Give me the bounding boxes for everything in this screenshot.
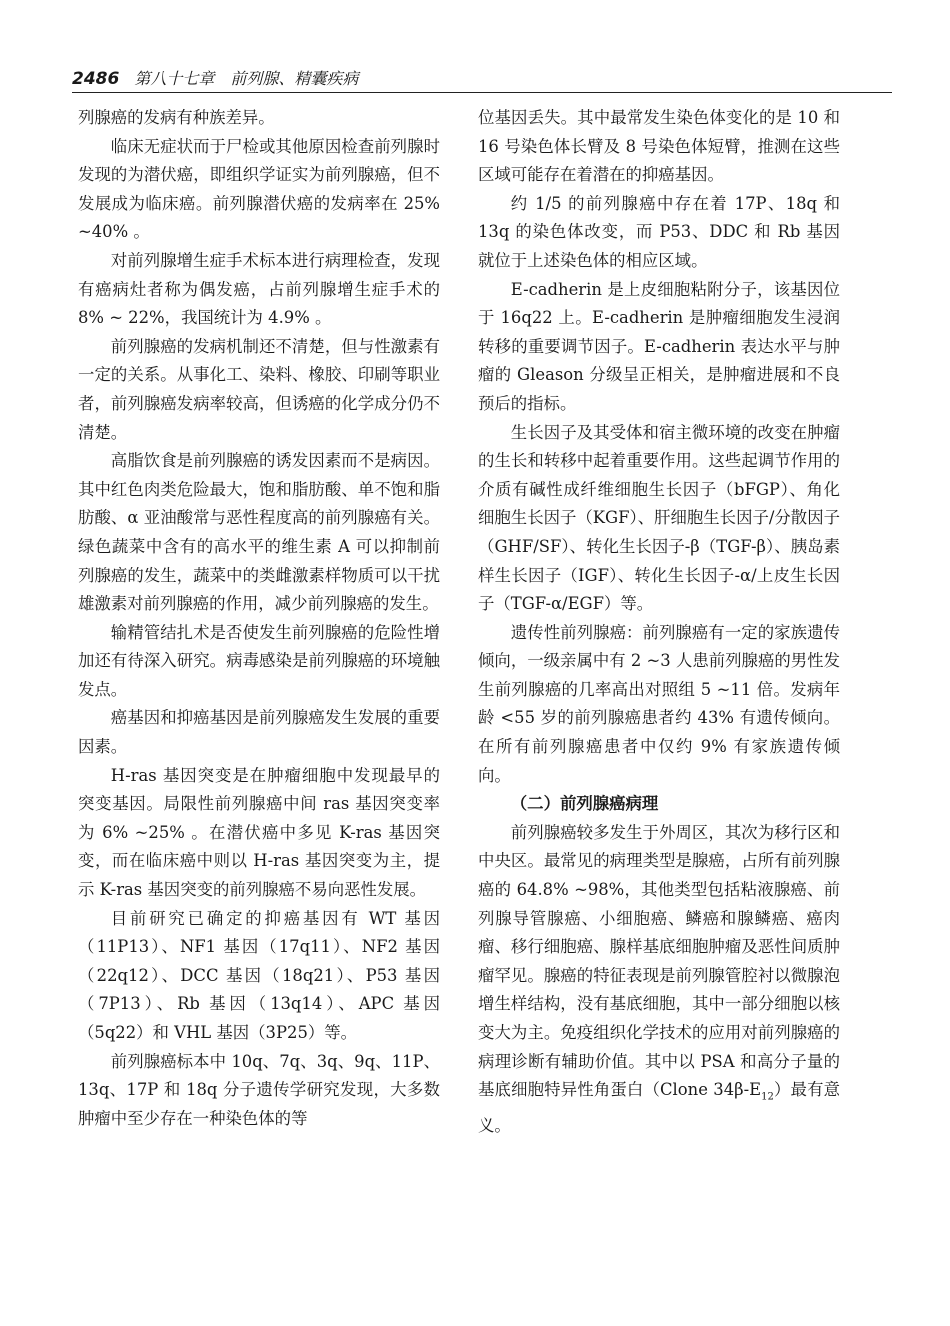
chapter-title: 第八十七章 前列腺、精囊疾病 [134, 69, 359, 88]
paragraph: 遗传性前列腺癌：前列腺癌有一定的家族遗传倾向，一级亲属中有 2 ~3 人患前列腺癌的男性发生前列腺癌的几率高出对照组 5 ~11 倍。发病年龄 <55 岁的前列腺癌患者约 43% 有遗传倾向。在所有前列腺癌患者中仅约 9% 有家族遗传倾向。 [478, 622, 840, 785]
section-heading: （二）前列腺癌病理 [510, 794, 659, 814]
page-header [72, 66, 892, 93]
paragraph: 前列腺癌标本中 10q、7q、3q、9q、11P、13q、17P 和 18q 分子遗传学研究发现，大多数肿瘤中至少存在一种染色体的等 [78, 1051, 440, 1128]
right-column [478, 104, 840, 1141]
paragraph: 高脂饮食是前列腺癌的诱发因素而不是病因。其中红色肉类危险最大，饱和脂肪酸、单不饱和脂肪酸、α 亚油酸常与恶性程度高的前列腺癌有关。绿色蔬菜中含有的高水平的维生素 A 可以抑制前列腺癌的发生，蔬菜中的类雌激素样物质可以干扰雄激素对前列腺癌的作用，减少前列腺癌的发生。 [78, 451, 440, 614]
paragraph: 位基因丢失。其中最常发生染色体变化的是 10 和 16 号染色体长臂及 8 号染色体短臂，推测在这些区域可能存在着潜在的抑癌基因。 [478, 108, 840, 185]
paragraph-text: （Clone 34β-E [643, 1080, 762, 1100]
paragraph [478, 819, 840, 1141]
paragraph: 列腺癌的发病有种族差异。 [78, 108, 275, 127]
paragraph: 目前研究已确定的抑癌基因有 WT 基因（11P13）、NF1 基因（17q11）、NF2 基因（22q12）、DCC 基因（18q21）、P53 基因（7P13）、Rb 基因（13q14）、APC 基因（5q22）和 VHL 基因（3P25）等。 [78, 908, 440, 1042]
paragraph: 输精管结扎术是否使发生前列腺癌的危险性增加还有待深入研究。病毒感染是前列腺癌的环境触发点。 [78, 622, 440, 699]
paragraph: 生长因子及其受体和宿主微环境的改变在肿瘤的生长和转移中起着重要作用。这些起调节作用的介质有碱性成纤维细胞生长因子（bFGP）、角化细胞生长因子（KGF）、肝细胞生长因子/分散因子（GHF/SF）、转化生长因子-β（TGF-β）、胰岛素样生长因子（IGF）、转化生长因子-α/上皮生长因子（TGF-α/EGF）等。 [478, 422, 841, 614]
paragraph: H-ras 基因突变是在肿瘤细胞中发现最早的突变基因。局限性前列腺癌中间 ras 基因突变率为 6% ~25% 。在潜伏癌中多见 K-ras 基因突变，而在临床癌中则以 H-ras 基因突变为主，提示 K-ras 基因突变的前列腺癌不易向恶性发展。 [78, 765, 440, 900]
paragraph: E-cadherin 是上皮细胞粘附分子，该基因位于 16q22 上。E-cadherin 是肿瘤细胞发生浸润转移的重要调节因子。E-cadherin 表达水平与肿瘤的 Gleason 分级呈正相关，是肿瘤进展和不良预后的指标。 [478, 279, 840, 413]
paragraph: 前列腺癌的发病机制还不清楚，但与性激素有一定的关系。从事化工、染料、橡胶、印刷等职业者，前列腺癌发病率较高，但诱癌的化学成分仍不清楚。 [78, 336, 440, 442]
paragraph: 约 1/5 的前列腺癌中存在着 17P、18q 和 13q 的染色体改变，而 P53、DDC 和 Rb 基因就位于上述染色体的相应区域。 [478, 193, 840, 270]
subscript: 12 [761, 1091, 774, 1103]
paragraph: 对前列腺增生症手术标本进行病理检查，发现有癌病灶者称为偶发癌，占前列腺增生症手术的 8% ~ 22%，我国统计为 4.9% 。 [78, 250, 440, 328]
paragraph: 癌基因和抑癌基因是前列腺癌发生发展的重要因素。 [78, 708, 440, 757]
left-column [78, 104, 440, 1133]
page-number: 2486 [72, 69, 120, 89]
paragraph-text: 前列腺癌较多发生于外周区，其次为移行区和中央区。最常见的病理类型是腺癌，占所有前列腺癌的 64.8% ~98%，其他类型包括粘液腺癌、前列腺导管腺癌、小细胞癌、鳞癌和腺鳞癌、癌肉瘤、移行细胞癌、腺样基底细胞肿瘤及恶性间质肿瘤罕见。腺癌的特征表现是前列腺管腔衬以微腺泡增生样结构，没有基底细胞，其中一部分细胞以核变大为主。免疫组织化学技术的应用对前列腺癌的病理诊断有辅助价值。其中以 PSA 和高分子量的基底细胞特异性角蛋白 [478, 822, 840, 1100]
paragraph-text: ）最有意义。 [478, 1080, 841, 1136]
paragraph: 临床无症状而于尸检或其他原因检查前列腺时发现的为潜伏癌，即组织学证实为前列腺癌，但不发展成为临床癌。前列腺潜伏癌的发病率在 25% ~40% 。 [78, 136, 440, 242]
